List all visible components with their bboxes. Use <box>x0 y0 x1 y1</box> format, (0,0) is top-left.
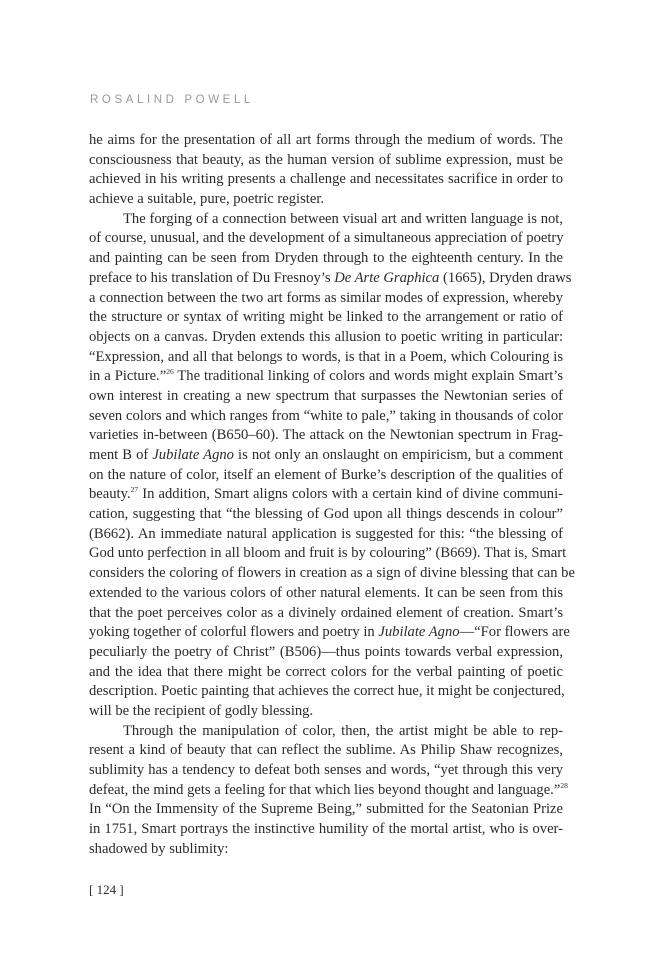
text-line: objects on a canvas. Dryden extends this allusion to poetic writing in particular: <box>89 328 563 345</box>
text-line: shadowed by sublimity: <box>89 840 229 857</box>
text-line: consciousness that beauty, as the human version of sublime expression, must be <box>89 151 563 168</box>
text-segment: beauty. <box>89 486 131 503</box>
text-line: God unto perfection in all bloom and fruit is by colouring” (B669). That is, Smart <box>89 545 567 562</box>
text-line: on the nature of color, itself an element of Burke’s description of the qualities of <box>89 466 563 483</box>
text-segment: is not only an onslaught on empiricism, but a comment <box>233 447 563 463</box>
text-line <box>89 485 563 505</box>
text-line: in 1751, Smart portrays the instinctive humility of the mortal artist, who is over- <box>89 821 563 838</box>
text-line <box>89 446 563 466</box>
text-line: achieved in his writing presents a challenge and necessitates sacrifice in order to <box>89 171 563 188</box>
page-number: [ 124 ] <box>89 882 124 897</box>
text-line: cation, suggesting that “the blessing of God upon all things descends in colour” <box>89 506 563 523</box>
text-segment: defeat, the mind gets a feeling for that which lies beyond thought and language.” <box>89 781 561 798</box>
italic-title: Jubilate Agno <box>152 447 234 463</box>
text-line: seven colors and which ranges from “white to pale,” taking in thousands of color <box>89 407 563 424</box>
text-line: “Expression, and all that belongs to words, is that in a Poem, which Colouring is <box>89 348 563 365</box>
text-line: (B662). An immediate natural application is suggested for this: “the blessing of <box>89 525 563 542</box>
text-line: he aims for the presentation of all art forms through the medium of words. The <box>89 132 563 148</box>
text-line: will be the recipient of godly blessing. <box>89 702 314 719</box>
text-line: own interest in creating a new spectrum that surpasses the Newtonian series of <box>89 387 563 404</box>
text-line: sublimity has a tendency to defeat both senses and words, “yet through this very <box>89 762 563 778</box>
text-line <box>89 367 563 387</box>
text-segment: yoking together of colorful flowers and poetry in <box>89 624 379 641</box>
italic-title: De Arte Graphica <box>334 269 440 286</box>
text-line: varieties in-between (B650–60). The attack on the Newtonian spectrum in Frag- <box>89 427 563 444</box>
footnote-marker[interactable]: 27 <box>130 485 139 495</box>
footnote-marker[interactable]: 26 <box>166 367 174 377</box>
text-line: peculiarly the poetry of Christ” (B506)—thus points towards verbal expression, <box>89 643 563 660</box>
body-text <box>89 131 575 859</box>
text-line <box>89 269 572 289</box>
running-head: ROSALIND POWELL <box>90 94 254 106</box>
text-line: of course, unusual, and the development of a simultaneous appreciation of poetry <box>89 230 564 247</box>
text-segment: in a Picture.” <box>89 368 167 385</box>
text-line <box>89 623 570 643</box>
text-line: resent a kind of beauty that can reflect the sublime. As Philip Shaw recognizes, <box>89 742 563 759</box>
text-line: description. Poetic painting that achieves the correct hue, it might be conjectured, <box>89 683 565 700</box>
text-line: Through the manipulation of color, then, the artist might be able to rep- <box>123 722 563 739</box>
text-line: a connection between the two art forms as similar modes of expression, whereby <box>89 289 563 306</box>
text-line: that the poet perceives color as a divinely ordained element of creation. Smart’s <box>89 604 563 621</box>
text-line: considers the coloring of flowers in creation as a sign of divine blessing that can be <box>89 565 575 582</box>
text-segment: The traditional linking of colors and words might explain Smart’s <box>173 368 564 385</box>
text-segment: preface to his translation of Du Fresnoy’s <box>89 269 335 286</box>
italic-title: Jubilate Agno <box>378 624 460 641</box>
text-line: achieve a suitable, pure, poetric register. <box>89 191 325 208</box>
text-segment: ment B of <box>89 447 153 463</box>
text-segment: —“For flowers are <box>459 624 570 641</box>
text-segment: (1665), Dryden draws <box>439 269 572 286</box>
text-line: and painting can be seen from Dryden through to the eighteenth century. In the <box>89 250 563 267</box>
text-line: extended to the various colors of other natural elements. It can be seen from this <box>89 584 563 601</box>
text-line <box>89 780 568 801</box>
text-line: In “On the Immensity of the Supreme Being,” submitted for the Seatonian Prize <box>89 801 563 818</box>
text-line: the structure or syntax of writing might be linked to the arrangement or ratio of <box>89 309 563 326</box>
text-line: and the idea that there might be correct colors for the verbal painting of poetic <box>89 663 563 680</box>
footnote-marker[interactable]: 28 <box>560 780 568 790</box>
text-segment: In addition, Smart aligns colors with a certain kind of divine communi- <box>138 486 563 503</box>
text-line: The forging of a connection between visual art and written language is not, <box>123 210 563 227</box>
